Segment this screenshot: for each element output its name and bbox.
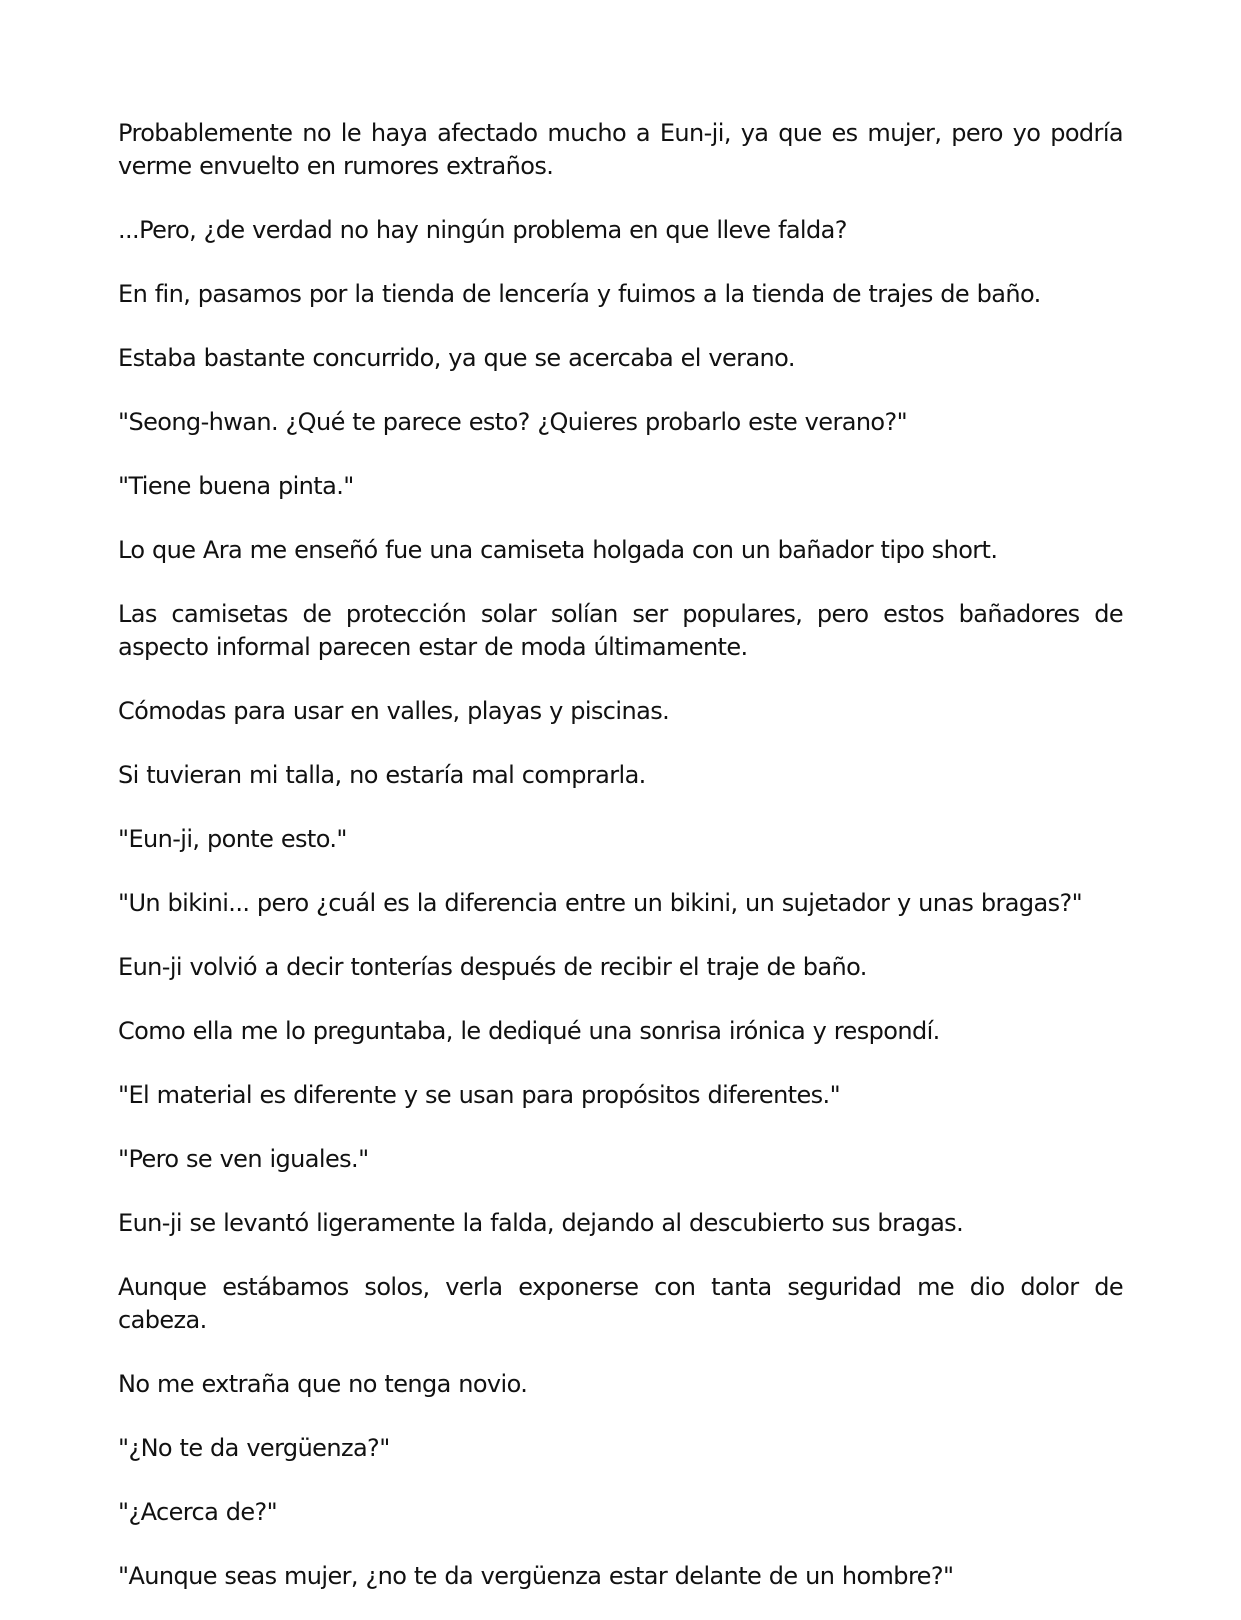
- paragraph: "Seong-hwan. ¿Qué te parece esto? ¿Quieres probarlo este verano?": [118, 408, 908, 436]
- paragraph: "Eun-ji, ponte esto.": [118, 825, 347, 853]
- paragraph: "El material es diferente y se usan para propósitos diferentes.": [118, 1081, 841, 1109]
- paragraph: "Pero se ven iguales.": [118, 1145, 369, 1173]
- paragraph: ...Pero, ¿de verdad no hay ningún problema en que lleve falda?: [118, 216, 847, 244]
- paragraph: Si tuvieran mi talla, no estaría mal comprarla.: [118, 761, 646, 789]
- paragraph: "Aunque seas mujer, ¿no te da vergüenza estar delante de un hombre?": [118, 1562, 954, 1590]
- document-body: [118, 117, 1123, 1620]
- paragraph: Como ella me lo preguntaba, le dediqué una sonrisa irónica y respondí.: [118, 1017, 940, 1045]
- paragraph: "Un bikini... pero ¿cuál es la diferencia entre un bikini, un sujetador y unas bragas?": [118, 889, 1083, 917]
- paragraph: Cómodas para usar en valles, playas y piscinas.: [118, 697, 670, 725]
- paragraph: "¿No te da vergüenza?": [118, 1434, 390, 1462]
- paragraph: En fin, pasamos por la tienda de lencería y fuimos a la tienda de trajes de baño.: [118, 280, 1041, 308]
- paragraph: "Tiene buena pinta.": [118, 472, 354, 500]
- paragraph: Las camisetas de protección solar solían ser populares, pero estos bañadores de aspecto informal parecen estar de moda últimamente.: [118, 600, 1123, 661]
- paragraph: Eun-ji se levantó ligeramente la falda, dejando al descubierto sus bragas.: [118, 1209, 964, 1237]
- paragraph: Eun-ji volvió a decir tonterías después de recibir el traje de baño.: [118, 953, 867, 981]
- paragraph: Lo que Ara me enseñó fue una camiseta holgada con un bañador tipo short.: [118, 536, 998, 564]
- paragraph: Probablemente no le haya afectado mucho a Eun-ji, ya que es mujer, pero yo podría verme envuelto en rumores extraños.: [118, 119, 1123, 180]
- paragraph: "¿Acerca de?": [118, 1498, 278, 1526]
- paragraph: Estaba bastante concurrido, ya que se acercaba el verano.: [118, 344, 795, 372]
- paragraph: No me extraña que no tenga novio.: [118, 1370, 528, 1398]
- paragraph: Aunque estábamos solos, verla exponerse con tanta seguridad me dio dolor de cabeza.: [118, 1273, 1123, 1334]
